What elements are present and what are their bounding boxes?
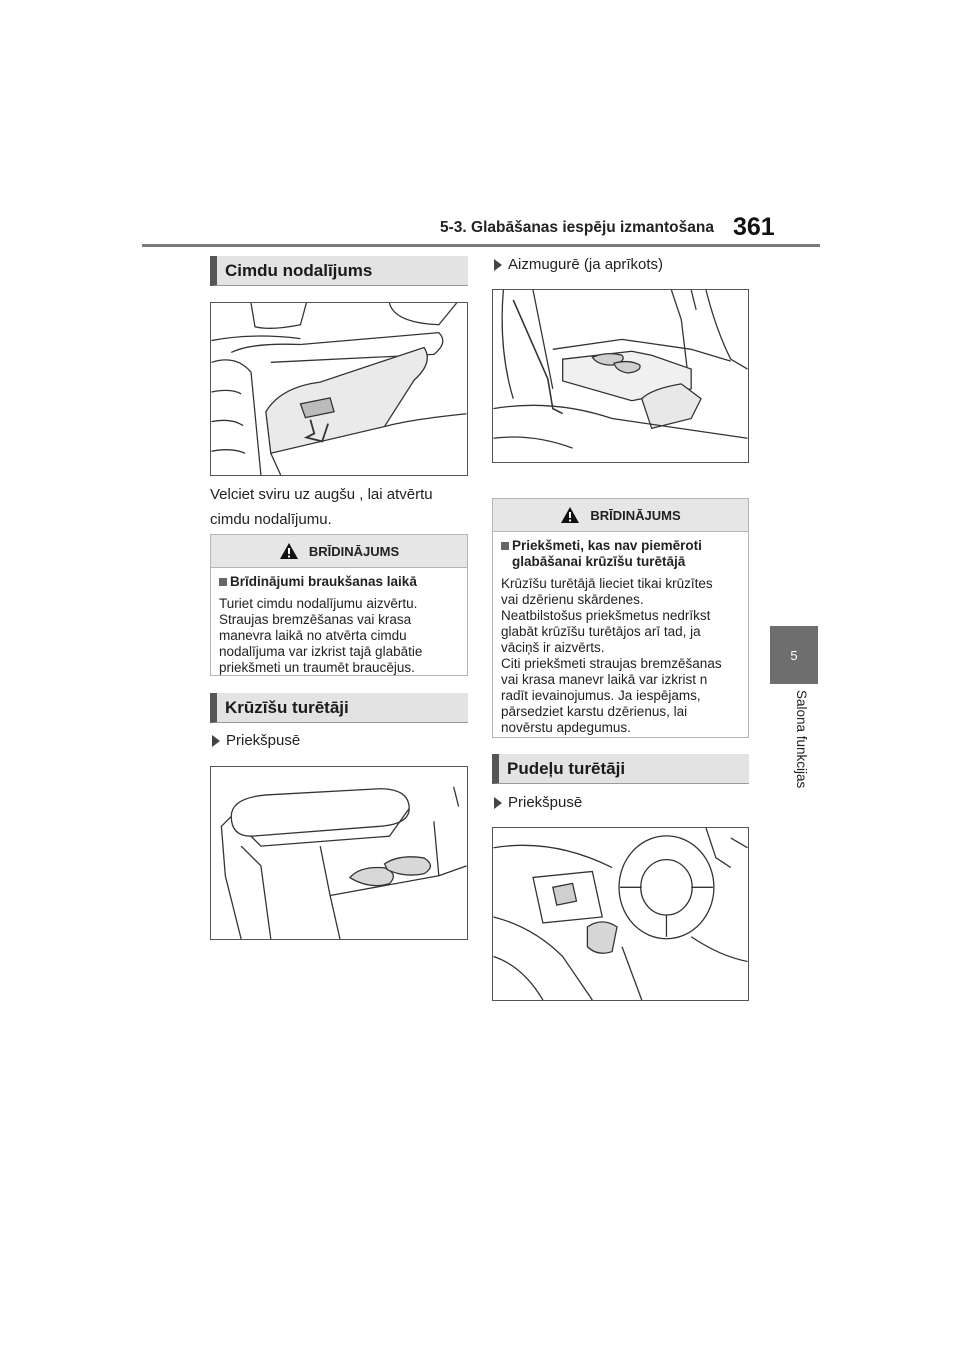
warning-triangle-icon (279, 542, 299, 560)
chapter-name: Salona funkcijas (794, 690, 809, 789)
heading-bottle-holders: Pudeļu turētāji (492, 754, 749, 784)
bullet-front-cup (212, 732, 300, 749)
bullet-rear-cup (494, 256, 663, 273)
square-bullet-icon (501, 542, 509, 550)
warning-box-driving (210, 534, 468, 676)
warning-subtitle (219, 574, 459, 590)
warning-subtitle-line2: glabāšanai krūzīšu turētājā (512, 554, 686, 569)
bullet-front-cup-label: Priekšpusē (226, 732, 301, 749)
warning-subtitle (501, 538, 740, 570)
warning-subtitle-text: Brīdinājumi braukšanas laikā (230, 574, 417, 589)
triangle-bullet-icon (212, 735, 220, 747)
warning-text: Krūzīšu turētājā lieciet tikai krūzītes vai dzērienu skārdenes. Neatbilstošus priekšmetus nedrīkst glabāt krūzīšu turētājos arī tad, ja vāciņš ir aizvērts. Citi priekšmeti straujas bremzēšanas vai krasa manevr laikā var izkrist n radīt ievainojumus. Ja iespējams, pārsedziet karstu dzērienus, lai novērstu apdegumus. (501, 576, 722, 735)
triangle-bullet-icon (494, 797, 502, 809)
heading-glove-compartment: Cimdu nodalījums (210, 256, 468, 286)
page-number: 361 (733, 213, 775, 241)
section-header-title: 5-3. Glabāšanas iespēju izmantošana (440, 219, 714, 236)
bullet-front-bottle (494, 794, 582, 811)
warning-title: BRĪDINĀJUMS (590, 507, 681, 523)
chapter-tab: 5 (770, 626, 818, 684)
warning-triangle-icon (560, 506, 580, 524)
bullet-front-bottle-label: Priekšpusē (508, 794, 583, 811)
warning-header (493, 499, 748, 532)
glove-caption-line1: Velciet sviru uz augšu , lai atvērtu (210, 486, 433, 503)
warning-header (211, 535, 467, 568)
front-cup-holder-illustration (210, 766, 468, 940)
glove-caption (210, 482, 468, 532)
heading-cup-holders: Krūzīšu turētāji (210, 693, 468, 723)
header-rule (142, 244, 820, 247)
bottle-holder-illustration (492, 827, 749, 1001)
glove-compartment-illustration (210, 302, 468, 476)
warning-title: BRĪDINĀJUMS (308, 543, 400, 559)
glove-caption-line2: cimdu nodalījumu. (210, 511, 332, 528)
warning-box-cup-holder (492, 498, 749, 738)
warning-text: Turiet cimdu nodalījumu aizvērtu. Straujas bremzēšanas vai krasa manevra laikā no atvērta cimdu nodalījuma var izkrist tajā glabātie priekšmeti un traumēt braucējus. (219, 596, 423, 675)
rear-cup-holder-illustration (492, 289, 749, 463)
bullet-rear-cup-label: Aizmugurē (ja aprīkots) (508, 256, 664, 273)
square-bullet-icon (219, 578, 227, 586)
warning-subtitle-text (512, 538, 702, 570)
warning-subtitle-line1: Priekšmeti, kas nav piemēroti (512, 538, 702, 553)
triangle-bullet-icon (494, 259, 502, 271)
